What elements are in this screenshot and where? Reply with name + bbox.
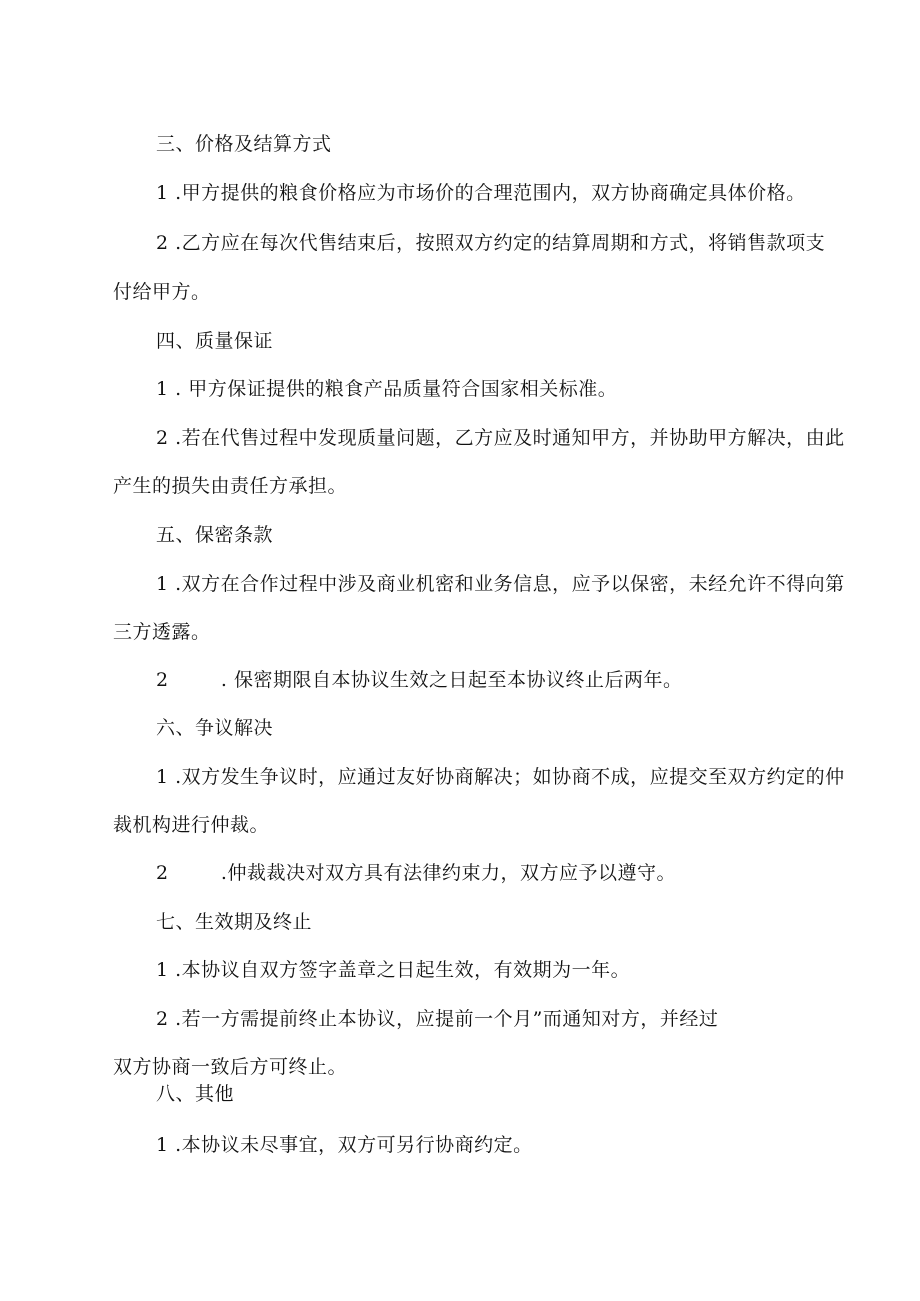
clause-text: 1 .本协议未尽事宜，双方可另行协商约定。 xyxy=(156,1134,533,1156)
clause-text: 2 . 保密期限自本协议生效之日起至本协议终止后两年。 xyxy=(156,669,683,691)
clause-text-continued: 产生的损失由责任方承担。 xyxy=(113,475,348,497)
clause-text: 2 .乙方应在每次代售结束后，按照双方约定的结算周期和方式，将销售款项支 xyxy=(156,232,826,254)
clause-text: 2 .若在代售过程中发现质量问题，乙方应及时通知甲方，并协助甲方解决，由此 xyxy=(156,427,845,449)
section-heading: 五、保密条款 xyxy=(156,524,274,546)
clause-text-continued: 三方透露。 xyxy=(113,621,211,643)
section-heading: 七、生效期及终止 xyxy=(156,911,313,933)
section-heading: 六、争议解决 xyxy=(156,717,274,739)
clause-text-continued: 裁机构进行仲裁。 xyxy=(113,814,270,836)
section-heading: 四、质量保证 xyxy=(156,330,274,352)
section-heading: 八、其他 xyxy=(156,1083,235,1105)
clause-text: 1 .双方在合作过程中涉及商业机密和业务信息，应予以保密，未经允许不得向第 xyxy=(156,573,845,595)
section-heading: 三、价格及结算方式 xyxy=(156,133,332,155)
clause-text: 1 .甲方提供的粮食价格应为市场价的合理范围内，双方协商确定具体价格。 xyxy=(156,182,806,204)
clause-text: 1 .本协议自双方签字盖章之日起生效，有效期为一年。 xyxy=(156,959,631,981)
clause-text: 2 .仲裁裁决对双方具有法律约束力，双方应予以遵守。 xyxy=(156,862,676,884)
clause-text: 2 .若一方需提前终止本协议，应提前一个月”而通知对方，并经过 xyxy=(156,1008,719,1030)
clause-text: 1 . 甲方保证提供的粮食产品质量符合国家相关标准。 xyxy=(156,378,618,400)
clause-text-continued: 双方协商一致后方可终止。 xyxy=(113,1056,348,1078)
clause-text-continued: 付给甲方。 xyxy=(113,281,211,303)
clause-text: 1 .双方发生争议时，应通过友好协商解决；如协商不成，应提交至双方约定的仲 xyxy=(156,766,845,788)
